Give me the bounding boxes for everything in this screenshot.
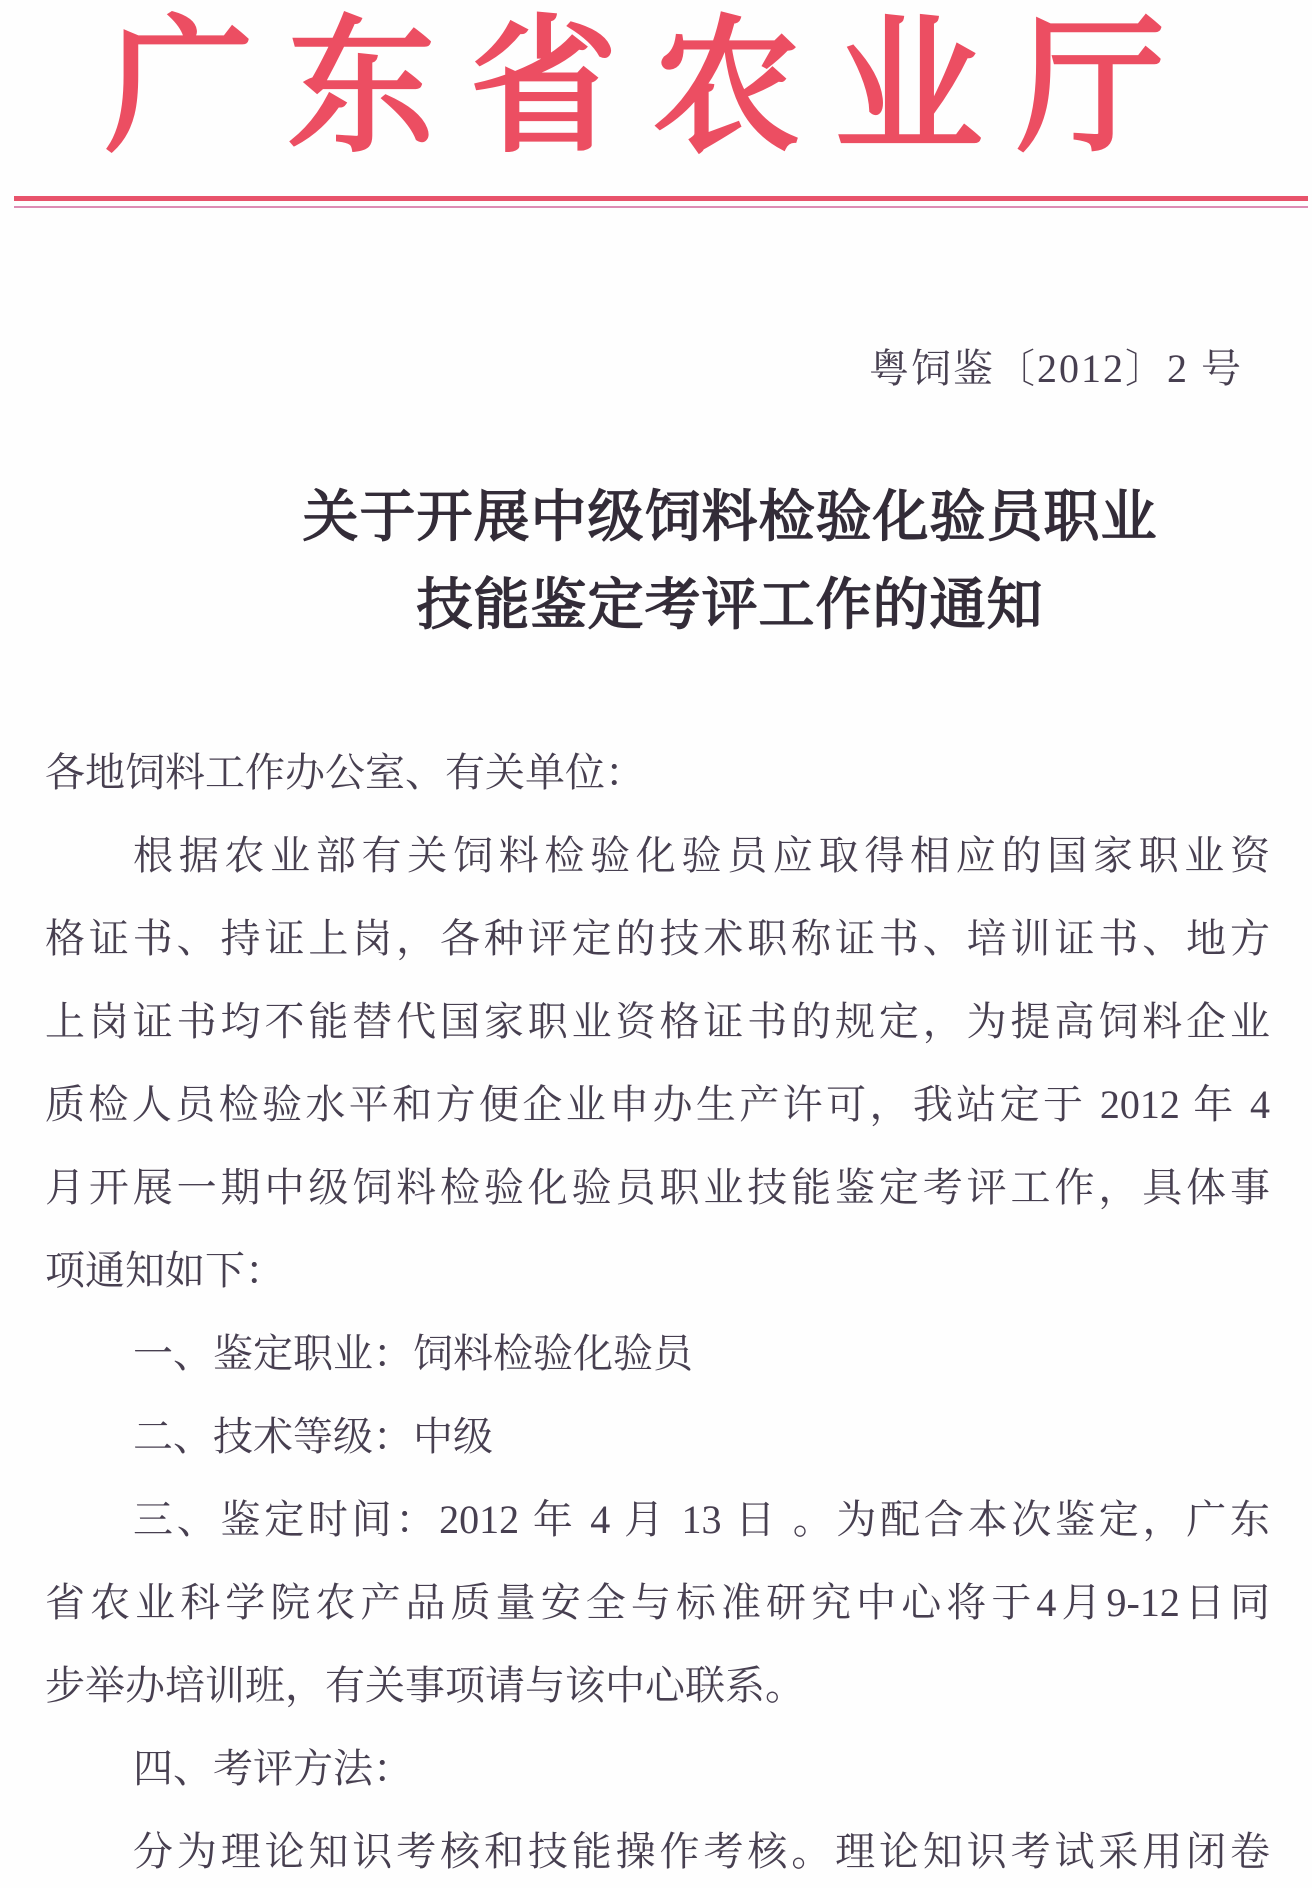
document-number: 粤饲鉴〔2012〕2 号 xyxy=(869,346,1243,391)
document-title-line-2: 技能鉴定考评工作的通知 xyxy=(416,575,1044,637)
body-line: 格证书、持证上岗，各种评定的技术职称证书、培训证书、地方 xyxy=(45,916,1270,961)
body-line: 四、考评方法： xyxy=(133,1746,413,1791)
document-title-line-1: 关于开展中级饲料检验化验员职业 xyxy=(302,487,1158,549)
letterhead-divider-thick xyxy=(14,196,1308,201)
document-title xyxy=(0,474,1312,650)
body-line: 二、技术等级：中级 xyxy=(133,1414,493,1459)
body-line: 分为理论知识考核和技能操作考核。理论知识考试采用闭卷 xyxy=(133,1829,1270,1874)
letterhead-divider-thin xyxy=(14,206,1308,208)
document-body xyxy=(45,731,1270,1888)
body-line: 项通知如下： xyxy=(45,1248,285,1293)
body-line: 各地饲料工作办公室、有关单位： xyxy=(45,750,645,795)
letterhead-agency-name: 广 东 省 农 业 厅 xyxy=(105,7,1165,171)
body-line: 三、鉴定时间：2012 年 4 月 13 日 。为配合本次鉴定，广东 xyxy=(133,1497,1270,1542)
body-line: 步举办培训班，有关事项请与该中心联系。 xyxy=(45,1663,805,1708)
body-line: 月开展一期中级饲料检验化验员职业技能鉴定考评工作，具体事 xyxy=(45,1165,1270,1210)
body-line: 质检人员检验水平和方便企业申办生产许可，我站定于 2012 年 4 xyxy=(45,1082,1270,1127)
body-line: 一、鉴定职业：饲料检验化验员 xyxy=(133,1331,693,1376)
body-line: 根据农业部有关饲料检验化验员应取得相应的国家职业资 xyxy=(133,833,1270,878)
body-line: 上岗证书均不能替代国家职业资格证书的规定，为提高饲料企业 xyxy=(45,999,1270,1044)
body-line: 省农业科学院农产品质量安全与标准研究中心将于4月9-12日同 xyxy=(45,1580,1270,1625)
